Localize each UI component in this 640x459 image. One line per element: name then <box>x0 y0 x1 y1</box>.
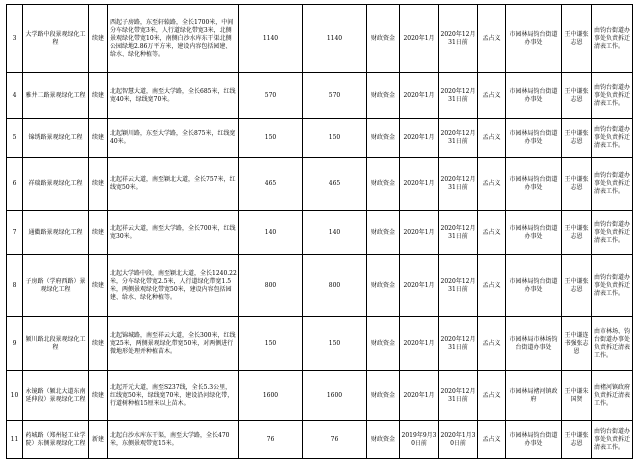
fund-source-cell: 财政资金 <box>367 119 400 158</box>
row-number-cell: 4 <box>7 73 23 119</box>
project-name-cell: 大学路中段景观绿化工程 <box>23 5 89 73</box>
project-name-cell: 药城路（郑州轻工业学院）东侧景观绿化工程 <box>23 421 89 459</box>
table-row <box>7 421 633 459</box>
construction-type-cell: 续建 <box>89 73 108 119</box>
remark-cell: 由钧台街道办事处负责拆迁清表工作。 <box>592 211 633 255</box>
end-time-cell: 2020年12月31日前 <box>439 317 478 371</box>
responsible-person-cell: 王中谦张志恩 <box>562 5 592 73</box>
remark-cell: 由钧台街道办事处负责拆迁清表工作。 <box>592 158 633 211</box>
construction-content-cell: 北起白沙水库东干渠，南至大学路，全长470米，东侧景观带宽15米。 <box>108 421 239 459</box>
row-number-cell: 3 <box>7 5 23 73</box>
end-time-cell: 2020年12月31日前 <box>439 73 478 119</box>
construction-content-cell: 北起祥云大道，南至大学路，全长700米，红线宽30米。 <box>108 211 239 255</box>
construction-type-cell: 新建 <box>89 421 108 459</box>
total-investment-cell: 140 <box>239 211 303 255</box>
total-investment-cell: 150 <box>239 317 303 371</box>
planned-investment-cell: 76 <box>303 421 367 459</box>
remark-cell: 由钧台街道办事处负责拆迁清表工作。 <box>592 421 633 459</box>
planned-investment-cell: 800 <box>303 255 367 317</box>
total-investment-cell: 800 <box>239 255 303 317</box>
responsible-unit-cell: 市园林局钧台街道办事处 <box>506 421 562 459</box>
responsible-leader-cell: 孟占义 <box>478 317 506 371</box>
responsible-unit-cell: 市园林局市林场钧台街道办事处 <box>506 317 562 371</box>
planned-investment-cell: 140 <box>303 211 367 255</box>
row-number-cell: 8 <box>7 255 23 317</box>
construction-type-cell: 续建 <box>89 317 108 371</box>
project-name-cell: 雅井二路景观绿化工程 <box>23 73 89 119</box>
construction-content-cell: 北起锦城路，南至祥云大道，全长300米，红线宽25米，两侧景观绿化带宽50米，对两侧进行微地形处理并种植苗木。 <box>108 317 239 371</box>
start-time-cell: 2020年1月 <box>400 5 439 73</box>
remark-cell: 由钧台街道办事处负责拆迁清表工作。 <box>592 73 633 119</box>
start-time-cell: 2020年1月 <box>400 158 439 211</box>
end-time-cell: 2020年12月31日前 <box>439 119 478 158</box>
planned-investment-cell: 1600 <box>303 371 367 421</box>
end-time-cell: 2020年12月31日前 <box>439 371 478 421</box>
start-time-cell: 2019年9月30日前 <box>400 421 439 459</box>
construction-content-cell: 北起大学路中段，南至颖北大道，全长1240.22米，分车绿化带宽2.5米，人行道绿化带宽1.5米，两侧景观绿化带宽50米，建设内容包括园建、给水、绿化种植等。 <box>108 255 239 317</box>
total-investment-cell: 1600 <box>239 371 303 421</box>
responsible-person-cell: 王中谦朱国贤 <box>562 371 592 421</box>
responsible-leader-cell: 孟占义 <box>478 5 506 73</box>
responsible-person-cell: 王中谦张志恩 <box>562 158 592 211</box>
responsible-unit-cell: 市园林局钧台街道办事处 <box>506 73 562 119</box>
row-number-cell: 10 <box>7 371 23 421</box>
remark-cell: 由钧台街道办事处负责拆迁清表工作。 <box>592 5 633 73</box>
fund-source-cell: 财政资金 <box>367 158 400 211</box>
project-name-cell: 通衢路景观绿化工程 <box>23 211 89 255</box>
total-investment-cell: 76 <box>239 421 303 459</box>
start-time-cell: 2020年1月 <box>400 371 439 421</box>
start-time-cell: 2020年1月 <box>400 211 439 255</box>
responsible-person-cell: 王中谦张志恩 <box>562 73 592 119</box>
responsible-unit-cell: 市园林局钧台街道办事处 <box>506 119 562 158</box>
row-number-cell: 7 <box>7 211 23 255</box>
responsible-unit-cell: 市园林局褚河镇政府 <box>506 371 562 421</box>
construction-content-cell: 北起颖川路，东至大学路，全长875米，红线宽40米。 <box>108 119 239 158</box>
responsible-person-cell: 王中谦张志恩 <box>562 119 592 158</box>
responsible-person-cell: 王中谦连书强张志恩 <box>562 317 592 371</box>
responsible-person-cell: 王中谦张志恩 <box>562 421 592 459</box>
end-time-cell: 2020年12月31日前 <box>439 158 478 211</box>
remark-cell: 由褚河镇政府负责拆迁清表工作。 <box>592 371 633 421</box>
total-investment-cell: 1140 <box>239 5 303 73</box>
fund-source-cell: 财政资金 <box>367 211 400 255</box>
total-investment-cell: 570 <box>239 73 303 119</box>
responsible-unit-cell: 市园林局钧台街道办事处 <box>506 158 562 211</box>
start-time-cell: 2020年1月 <box>400 119 439 158</box>
responsible-leader-cell: 孟占义 <box>478 371 506 421</box>
fund-source-cell: 财政资金 <box>367 421 400 459</box>
project-name-cell: 永镜路（颍北大道东南延伸段）景观绿化工程 <box>23 371 89 421</box>
construction-type-cell: 续建 <box>89 371 108 421</box>
row-number-cell: 6 <box>7 158 23 211</box>
row-number-cell: 5 <box>7 119 23 158</box>
end-time-cell: 2020年12月31日前 <box>439 255 478 317</box>
responsible-person-cell: 王中谦张志恩 <box>562 255 592 317</box>
responsible-unit-cell: 市园林局钧台街道办事处 <box>506 255 562 317</box>
table-row <box>7 5 633 73</box>
construction-type-cell: 续建 <box>89 5 108 73</box>
table-row <box>7 158 633 211</box>
row-number-cell: 9 <box>7 317 23 371</box>
table-row <box>7 317 633 371</box>
end-time-cell: 2020年12月31日前 <box>439 5 478 73</box>
responsible-unit-cell: 市园林局钧台街道办事处 <box>506 211 562 255</box>
responsible-leader-cell: 孟占义 <box>478 73 506 119</box>
project-name-cell: 锦绣路景观绿化工程 <box>23 119 89 158</box>
responsible-leader-cell: 孟占义 <box>478 255 506 317</box>
start-time-cell: 2020年1月 <box>400 317 439 371</box>
table-row <box>7 371 633 421</box>
construction-content-cell: 北起智慧大道，南至大学路，全长685米，红线宽40米，绿线宽70米。 <box>108 73 239 119</box>
responsible-leader-cell: 孟占义 <box>478 119 506 158</box>
planned-investment-cell: 1140 <box>303 5 367 73</box>
table-row <box>7 211 633 255</box>
remark-cell: 由钧台街道办事处负责拆迁清表工作。 <box>592 255 633 317</box>
construction-type-cell: 续建 <box>89 158 108 211</box>
responsible-unit-cell: 市园林局钧台街道办事处 <box>506 5 562 73</box>
construction-content-cell: 北起开元大道，南至S237线，全长5.3公里，红线宽50米，绿线宽70米，建设沿河绿化带，行道树种植15厘米以上苗木。 <box>108 371 239 421</box>
end-time-cell: 2020年12月31日前 <box>439 211 478 255</box>
fund-source-cell: 财政资金 <box>367 317 400 371</box>
construction-content-cell: 西起子房路，东至轩辕路，全长1700米，中间分车绿化带宽3米，人行道绿化带宽3米，北侧景观绿化带宽10米，南侧白沙水库东干渠北侧公园绿地2.86万平方米，建设内容包括园建、给水、绿化种植等。 <box>108 5 239 73</box>
remark-cell: 由市林场、钧台街道办事处负责拆迁清表工作。 <box>592 317 633 371</box>
table-row <box>7 73 633 119</box>
fund-source-cell: 财政资金 <box>367 5 400 73</box>
table-row <box>7 255 633 317</box>
responsible-leader-cell: 孟占义 <box>478 211 506 255</box>
planned-investment-cell: 570 <box>303 73 367 119</box>
planned-investment-cell: 150 <box>303 317 367 371</box>
responsible-person-cell: 王中谦张志恩 <box>562 211 592 255</box>
construction-type-cell: 续建 <box>89 119 108 158</box>
project-name-cell: 子房路（学府西路）景观绿化工程 <box>23 255 89 317</box>
total-investment-cell: 150 <box>239 119 303 158</box>
fund-source-cell: 财政资金 <box>367 371 400 421</box>
responsible-leader-cell: 孟占义 <box>478 421 506 459</box>
fund-source-cell: 财政资金 <box>367 255 400 317</box>
project-name-cell: 祥瑞路景观绿化工程 <box>23 158 89 211</box>
project-table <box>6 4 633 459</box>
construction-content-cell: 北起祥云大道，南至颖北大道，全长757米，红线宽50米。 <box>108 158 239 211</box>
start-time-cell: 2020年1月 <box>400 73 439 119</box>
responsible-leader-cell: 孟占义 <box>478 158 506 211</box>
planned-investment-cell: 465 <box>303 158 367 211</box>
start-time-cell: 2020年1月 <box>400 255 439 317</box>
construction-type-cell: 续建 <box>89 255 108 317</box>
planned-investment-cell: 150 <box>303 119 367 158</box>
project-name-cell: 颍川路北段景观绿化工程 <box>23 317 89 371</box>
total-investment-cell: 465 <box>239 158 303 211</box>
end-time-cell: 2020年1月30日前 <box>439 421 478 459</box>
table-row <box>7 119 633 158</box>
remark-cell: 由钧台街道办事处负责拆迁清表工作。 <box>592 119 633 158</box>
fund-source-cell: 财政资金 <box>367 73 400 119</box>
row-number-cell: 11 <box>7 421 23 459</box>
construction-type-cell: 续建 <box>89 211 108 255</box>
